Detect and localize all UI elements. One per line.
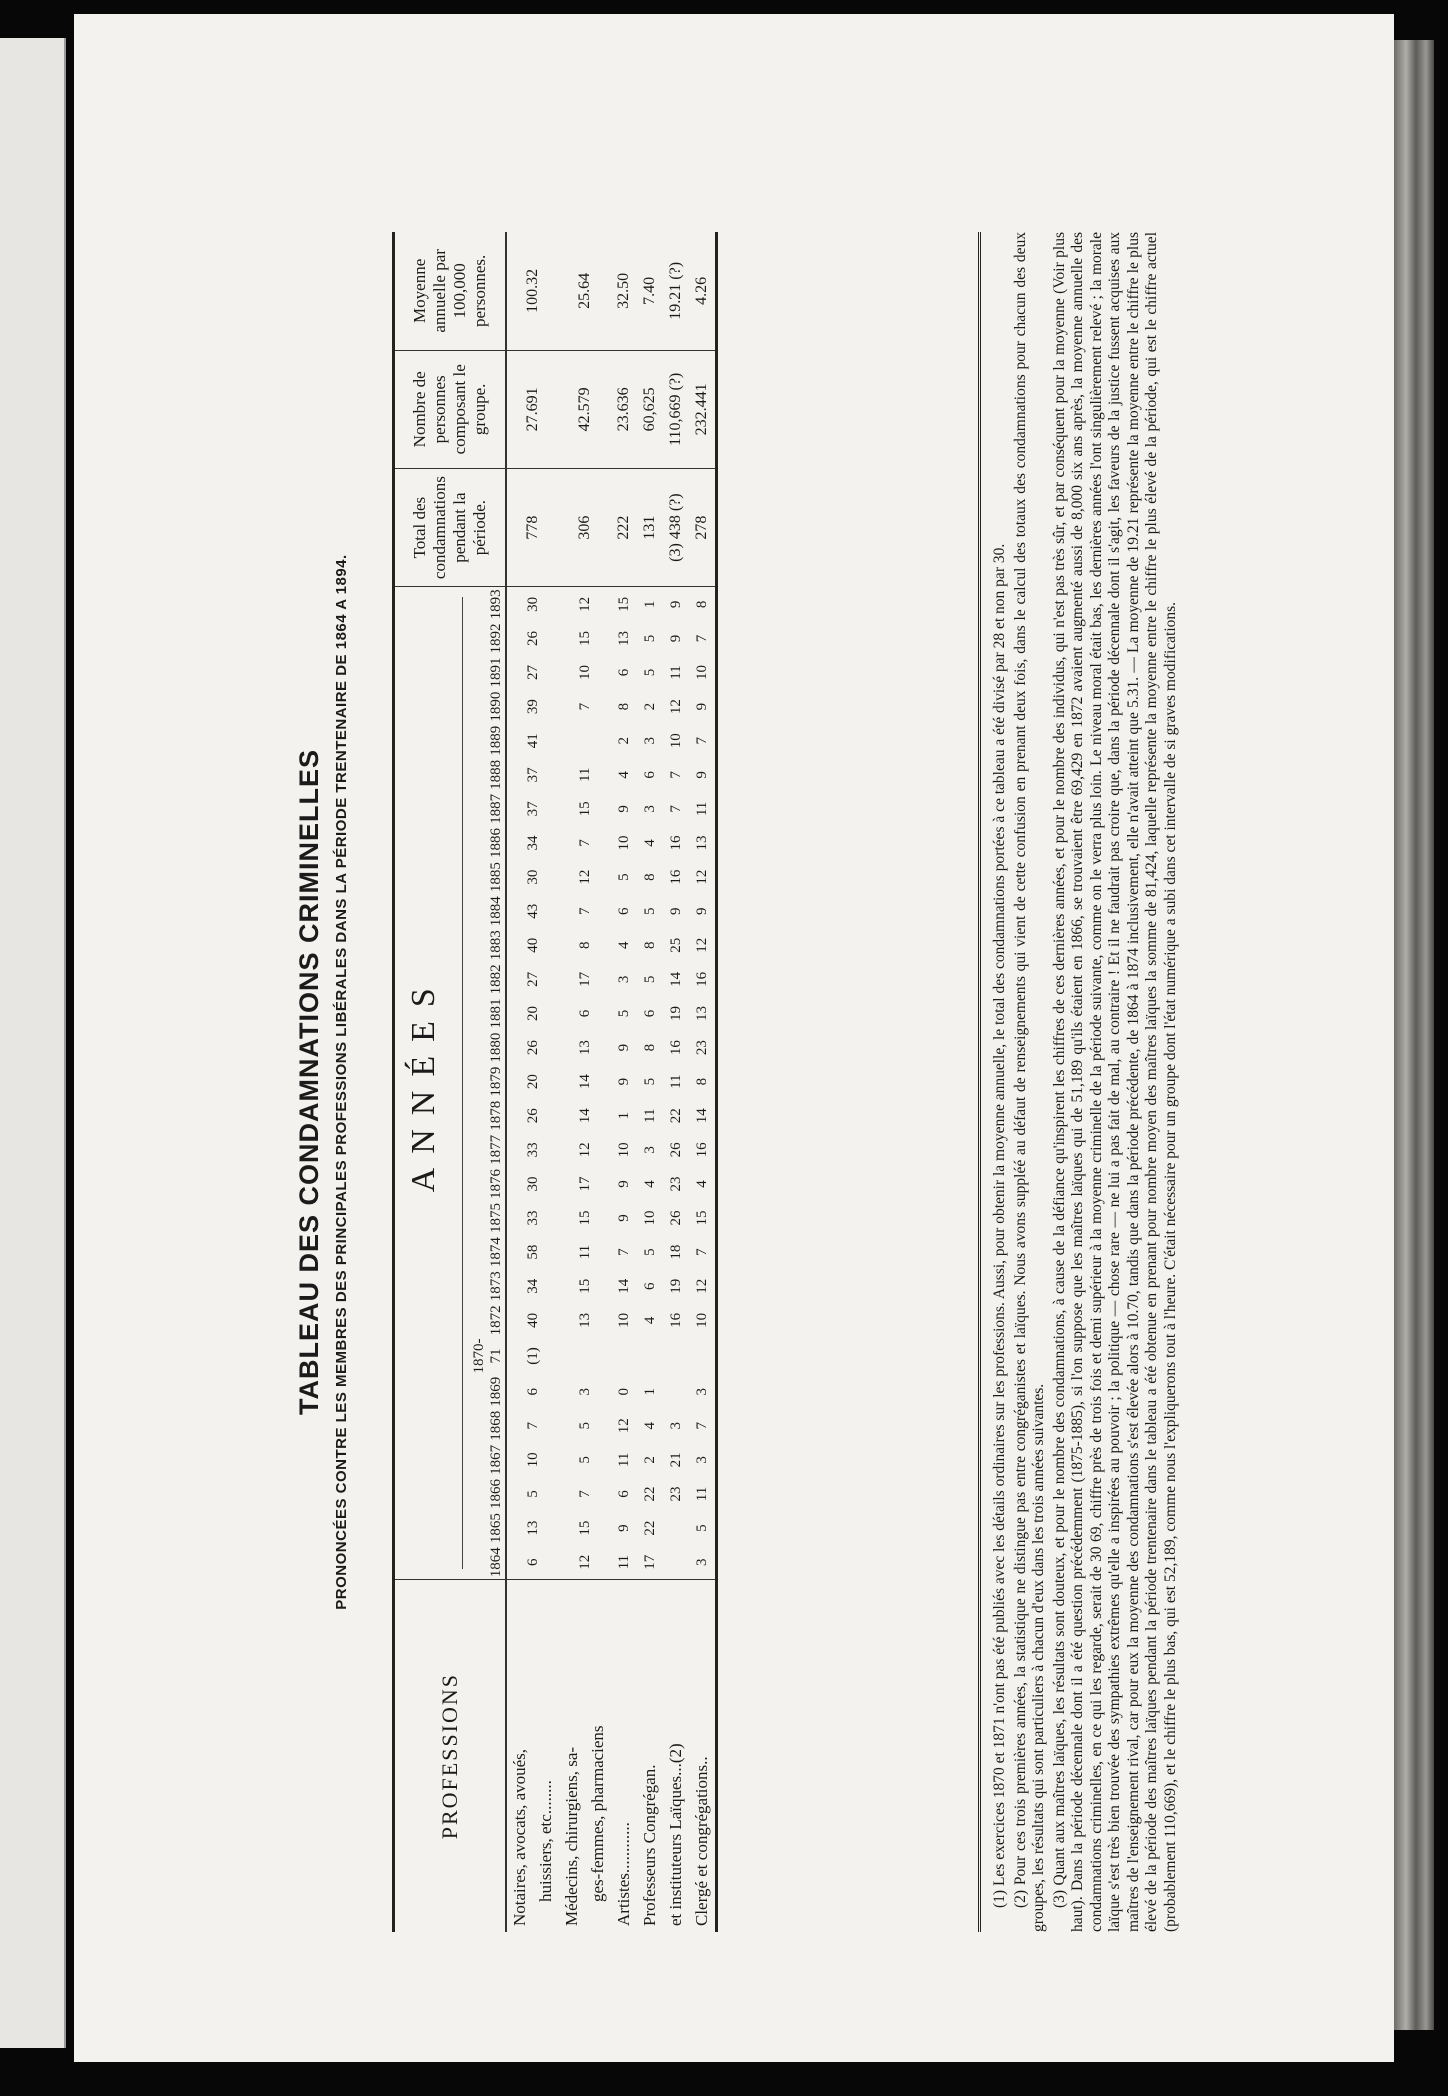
year-value-cell: 26 xyxy=(524,1040,541,1056)
year-value-cell: 33 xyxy=(524,1142,541,1158)
table-row xyxy=(689,232,717,1932)
year-value-cell: 6 xyxy=(615,1490,632,1498)
moyenne-cell: 25.64 xyxy=(559,232,611,350)
year-value-cell: 4 xyxy=(641,1180,658,1188)
year-value-cell: 27 xyxy=(524,971,541,987)
year-value-cell: 6 xyxy=(641,771,658,779)
year-header-cell: 1868 xyxy=(471,1409,506,1443)
year-header-cell: 1875 xyxy=(471,1201,506,1235)
year-header-cell: 1888 xyxy=(471,758,506,792)
statistics-table-wrapper xyxy=(392,232,718,1932)
table-row xyxy=(637,232,663,1932)
year-value-cell: 16 xyxy=(689,1133,717,1167)
year-header-cell: 1873 xyxy=(471,1269,506,1303)
year-value-cell: 23 xyxy=(667,1176,684,1192)
year-value-cell: 9 xyxy=(615,1077,632,1086)
year-value-cell: 30 xyxy=(524,1176,541,1192)
year-value-cell: 5 xyxy=(641,1077,658,1086)
year-value-cell: 14 xyxy=(576,1074,593,1090)
year-value-cell: 58 xyxy=(524,1244,541,1260)
year-value-cell: 3 xyxy=(576,1387,593,1396)
year-value-cell: 1 xyxy=(641,600,658,609)
title-block xyxy=(294,202,350,1962)
year-value-cell: 3 xyxy=(689,1443,717,1477)
moyenne-cell: 32.50 xyxy=(611,232,637,350)
profession-label xyxy=(559,1580,611,1932)
profession-label-line: ges-femmes, pharmaciens xyxy=(588,1725,607,1902)
year-value-cell: 11 xyxy=(576,767,593,783)
year-header-cell: 1876 xyxy=(471,1167,506,1201)
year-value-cell: 5 xyxy=(524,1490,541,1498)
year-value-cell: 13 xyxy=(524,1520,541,1536)
year-header-cell: 1881 xyxy=(471,996,506,1030)
year-value-cell: 7 xyxy=(615,1248,632,1256)
year-value-cell xyxy=(663,1511,689,1545)
year-value-cell: 4 xyxy=(641,839,658,847)
year-header-cell: 1870-71 xyxy=(471,1338,504,1374)
year-value-cell: 40 xyxy=(524,1312,541,1328)
year-value-cell: 13 xyxy=(689,996,717,1030)
year-value-cell: 5 xyxy=(576,1422,593,1430)
year-value-cell: 4 xyxy=(641,1316,658,1325)
year-value-cell: 33 xyxy=(524,1210,541,1226)
total-cell: (3) 438 (?) xyxy=(663,468,689,586)
profession-label-line: Clergé et congrégations.. xyxy=(692,1756,711,1926)
year-value-cell: 16 xyxy=(689,962,717,996)
year-value-cell xyxy=(637,1337,663,1374)
year-value-cell: 27 xyxy=(524,665,541,681)
year-value-cell: 10 xyxy=(576,665,593,681)
year-header-cell: 1878 xyxy=(471,1099,506,1133)
year-header-cell: 1880 xyxy=(471,1031,506,1065)
year-value-cell: 6 xyxy=(615,668,632,677)
year-value-cell: 17 xyxy=(576,971,593,987)
year-value-cell: 3 xyxy=(615,975,632,984)
year-value-cell: 7 xyxy=(689,1235,717,1269)
year-header-cell: 1867 xyxy=(471,1443,506,1477)
professions-header: PROFESSIONS xyxy=(394,1580,507,1932)
year-value-cell: 34 xyxy=(524,1278,541,1294)
year-value-cell: 7 xyxy=(667,771,684,779)
total-cell: 778 xyxy=(506,468,559,586)
year-value-cell: 3 xyxy=(641,1146,658,1154)
profession-label xyxy=(611,1580,637,1932)
table-row xyxy=(506,232,559,1932)
year-value-cell: 13 xyxy=(576,1312,593,1328)
year-value-cell xyxy=(663,1337,689,1374)
year-value-cell: 7 xyxy=(689,1409,717,1443)
year-value-cell: 26 xyxy=(524,1108,541,1124)
year-value-cell: 9 xyxy=(689,690,717,724)
year-value-cell: 15 xyxy=(689,1201,717,1235)
year-value-cell: 1 xyxy=(641,1387,658,1396)
year-header-cell: 1892 xyxy=(471,621,506,655)
year-header-cell: 1865 xyxy=(471,1511,506,1545)
year-value-cell: 5 xyxy=(641,975,658,984)
year-value-cell: (1) xyxy=(524,1347,541,1365)
year-header-cell: 1884 xyxy=(471,894,506,928)
year-value-cell: 8 xyxy=(641,941,658,950)
table-row xyxy=(559,232,611,1932)
table-row xyxy=(611,232,637,1932)
year-value-cell: 10 xyxy=(641,1210,658,1226)
year-value-cell: 7 xyxy=(667,805,684,813)
year-value-cell: 9 xyxy=(615,1043,632,1052)
year-value-cell: 8 xyxy=(641,873,658,881)
year-value-cell: 13 xyxy=(689,826,717,860)
year-value-cell: 23 xyxy=(667,1486,684,1502)
year-value-cell: 12 xyxy=(689,1269,717,1303)
moyenne-cell: 7.40 xyxy=(637,232,663,350)
year-value-cell: 4 xyxy=(689,1167,717,1201)
nombre-cell: 110,669 (?) xyxy=(663,350,689,468)
year-value-cell: 7 xyxy=(576,907,593,915)
year-value-cell xyxy=(559,724,611,758)
year-value-cell: 10 xyxy=(689,1303,717,1337)
rotated-content xyxy=(284,202,1264,1962)
year-value-cell: 39 xyxy=(524,699,541,715)
year-value-cell: 14 xyxy=(576,1108,593,1124)
year-value-cell: 9 xyxy=(615,1180,632,1188)
year-value-cell: 8 xyxy=(615,702,632,711)
year-value-cell: 9 xyxy=(667,634,684,643)
year-value-cell: 5 xyxy=(576,1456,593,1464)
year-value-cell: 3 xyxy=(641,736,658,745)
group-size-header: Nombre de personnes composant le groupe. xyxy=(394,350,507,468)
nombre-cell: 42.579 xyxy=(559,350,611,468)
table-body xyxy=(506,232,717,1932)
footnote-3: (3) Quant aux maîtres laïques, les résultats sont douteux, et pour le nombre des condamnations, à cause de la défiance qu'inspirent les chiffres de ces dernières années, et pour le nombre des individus, qui n'est pas très sûr, et par conséquent pour la moyenne (Voir plus haut). Dans la période décennale dont il a été question précédemment (1875-1885), si l'on suppose que les maîtres laïques qui de 51,189 qu'ils étaient en 1866, se trouvaient être 69,429 en 1872 avaient augmenté aussi de 8,000 six ans après, la moyenne annuelle des condamnations criminelles, en ce qui les regarde, serait de 30 69, chiffre près de trois fois et demi supérieur à la moyenne criminelle de la période suivante, comme on le verra plus loin. Le niveau moral était bas, les dernières années l'ont singulièrement relevé ; la morale laïque s'est très bien trouvée des sympathies extrêmes qu'elle a inspirées au pouvoir ; la politique — chose rare — ne lui a pas fait de mal, au contraire ! Et il ne faudrait pas croire que, dans la période décennale dont il s'agit, les faveurs de la justice fussent acquises aux maîtres de l'enseignement rival, car pour eux la moyenne des condamnations s'est élevée alors à 10.70, tandis que dans la période précédente, de 1864 à 1874 inclusivement, elle n'avait atteint que 5.31. — La moyenne de 19.21 représente la moyenne entre le chiffre le plus élevé de la période des maîtres laïques pendant la période trentenaire dans le tableau a été obtenue en prenant pour nombre moyen des maîtres laïques la somme de 81,424, laquelle représente la moyenne entre le chiffre le plus élevé de la période, qui est le chiffre actuel (probablement 110,669), et le chiffre le plus bas, qui est 52,189, comme nous l'expliquerons tout à l'heure. C'était nécessaire pour un groupe dont l'état numérique a subi dans cet intervalle de si graves modifications. xyxy=(1050,232,1179,1932)
year-value-cell: 7 xyxy=(524,1422,541,1430)
nombre-cell: 23.636 xyxy=(611,350,637,468)
year-value-cell: 26 xyxy=(524,630,541,646)
year-value-cell: 10 xyxy=(667,733,684,749)
year-value-cell: 43 xyxy=(524,903,541,919)
year-header-cell: 1887 xyxy=(471,792,506,826)
year-value-cell: 34 xyxy=(524,835,541,851)
footnotes xyxy=(978,232,1182,1932)
year-value-cell: 3 xyxy=(689,1375,717,1409)
year-value-cell: 9 xyxy=(689,758,717,792)
year-value-cell: 17 xyxy=(576,1176,593,1192)
year-value-cell: 19 xyxy=(667,1278,684,1294)
year-header-cell: 1886 xyxy=(471,826,506,860)
year-value-cell: 21 xyxy=(667,1452,684,1468)
profession-label xyxy=(637,1580,663,1932)
year-value-cell: 12 xyxy=(576,869,593,885)
left-page-edge xyxy=(0,38,66,2048)
moyenne-cell: 4.26 xyxy=(689,232,717,350)
year-value-cell: 6 xyxy=(524,1387,541,1396)
profession-label xyxy=(663,1580,689,1932)
profession-label-line: Professeurs Congrégan. xyxy=(640,1764,659,1926)
page-title: TABLEAU DES CONDAMNATIONS CRIMINELLES xyxy=(294,749,324,1415)
year-value-cell: 26 xyxy=(667,1210,684,1226)
year-value-cell: 1 xyxy=(615,1112,632,1120)
year-value-cell: 14 xyxy=(689,1099,717,1133)
year-value-cell: 12 xyxy=(576,596,593,612)
year-value-cell: 7 xyxy=(689,621,717,655)
year-value-cell: 8 xyxy=(689,587,717,622)
year-value-cell: 10 xyxy=(615,1312,632,1328)
year-header-cell: 1879 xyxy=(471,1065,506,1099)
table-row xyxy=(663,232,689,1932)
year-value-cell: 16 xyxy=(667,869,684,885)
year-value-cell: 12 xyxy=(689,928,717,962)
year-value-cell: 20 xyxy=(524,1005,541,1021)
year-value-cell: 7 xyxy=(576,839,593,847)
year-value-cell: 3 xyxy=(689,1545,717,1580)
year-value-cell: 14 xyxy=(667,971,684,987)
year-value-cell: 12 xyxy=(689,860,717,894)
year-header-cell: 1893 xyxy=(471,587,506,622)
year-value-cell: 14 xyxy=(615,1278,632,1294)
year-value-cell: 25 xyxy=(667,937,684,953)
year-value-cell: 13 xyxy=(576,1040,593,1056)
year-value-cell: 5 xyxy=(641,668,658,677)
year-value-cell: 11 xyxy=(641,1108,658,1123)
year-value-cell: 9 xyxy=(615,1214,632,1222)
year-value-cell: 5 xyxy=(615,1009,632,1018)
year-value-cell: 6 xyxy=(576,1009,593,1018)
year-value-cell: 8 xyxy=(641,1043,658,1052)
year-value-cell: 4 xyxy=(615,941,632,950)
year-value-cell: 18 xyxy=(667,1244,684,1260)
year-value-cell: 10 xyxy=(524,1452,541,1468)
document-page xyxy=(74,14,1394,2062)
year-value-cell: 23 xyxy=(689,1031,717,1065)
footnote-2: (2) Pour ces trois premières années, la statistique ne distingue pas entre congréganistes et laïques. Nous avons suppléé au défaut de renseignements qui vient de cette confusion en prenant deux fois, dans le calcul des totaux des condamnations pour chacun des deux groupes, les résultats qui sont particuliers à chacun d'eux dans les trois années suivantes. xyxy=(1011,232,1047,1932)
year-value-cell: 9 xyxy=(667,600,684,609)
year-header-cell: 1891 xyxy=(471,655,506,689)
year-value-cell: 26 xyxy=(667,1142,684,1158)
year-value-cell: 15 xyxy=(615,596,632,612)
year-value-cell: 11 xyxy=(667,665,684,680)
year-value-cell: 16 xyxy=(667,835,684,851)
profession-label-line: Notaires, avocats, avoués, xyxy=(510,1748,529,1926)
year-value-cell: 17 xyxy=(641,1554,658,1570)
year-value-cell: 11 xyxy=(689,792,717,826)
year-header-cell: 1882 xyxy=(471,962,506,996)
nombre-cell: 60,625 xyxy=(637,350,663,468)
year-header-cell: 1866 xyxy=(471,1477,506,1511)
year-value-cell: 0 xyxy=(615,1387,632,1396)
year-value-cell xyxy=(559,1337,611,1374)
year-value-cell: 12 xyxy=(615,1418,632,1434)
year-value-cell: 9 xyxy=(689,894,717,928)
year-value-cell: 7 xyxy=(576,1490,593,1498)
year-value-cell: 30 xyxy=(524,596,541,612)
year-value-cell: 12 xyxy=(576,1142,593,1158)
year-value-cell: 11 xyxy=(615,1554,632,1570)
year-value-cell: 10 xyxy=(615,1142,632,1158)
profession-label xyxy=(506,1580,559,1932)
year-value-cell: 4 xyxy=(641,1422,658,1430)
year-header-cell: 1872 xyxy=(471,1303,506,1337)
year-value-cell: 15 xyxy=(576,1278,593,1294)
year-value-cell: 15 xyxy=(576,801,593,817)
nombre-cell: 27.691 xyxy=(506,350,559,468)
year-value-cell: 3 xyxy=(667,1422,684,1430)
year-value-cell: 16 xyxy=(667,1040,684,1056)
year-value-cell: 3 xyxy=(641,805,658,813)
profession-label-line: et instituteurs Laïques...(2) xyxy=(666,1743,685,1926)
year-header-cell: 1883 xyxy=(471,928,506,962)
year-value-cell: 40 xyxy=(524,937,541,953)
year-header-cell: 1890 xyxy=(471,690,506,724)
year-value-cell: 10 xyxy=(615,835,632,851)
year-value-cell: 2 xyxy=(615,736,632,745)
year-value-cell: 5 xyxy=(641,634,658,643)
year-value-cell: 15 xyxy=(576,1210,593,1226)
footnote-1: (1) Les exercices 1870 et 1871 n'ont pas été publiés avec les détails ordinaires sur les professions. Aussi, pour obtenir la moyenne annuelle, le total des condamnations portées à ce tableau a été divisé par 28 et non par 30. xyxy=(991,543,1008,1908)
year-header-cell: 1864 xyxy=(471,1545,506,1580)
year-value-cell: 5 xyxy=(689,1511,717,1545)
year-value-cell xyxy=(663,1375,689,1409)
year-header-cell: 1869 xyxy=(471,1375,506,1409)
year-header-cell: 1885 xyxy=(471,860,506,894)
total-cell: 222 xyxy=(611,468,637,586)
years-header: ANNÉES xyxy=(394,587,454,1580)
year-value-cell: 22 xyxy=(667,1108,684,1124)
profession-label-line: Médecins, chirurgiens, sa- xyxy=(562,1746,581,1926)
year-value-cell: 16 xyxy=(667,1312,684,1328)
year-header-cell: 1874 xyxy=(471,1235,506,1269)
year-value-cell: 8 xyxy=(689,1065,717,1099)
years-brace xyxy=(453,587,471,1580)
page-subtitle: PRONONCÉES CONTRE LES MEMBRES DES PRINCIPALES PROFESSIONS LIBÉRALES DANS LA PÉRIODE TRENTENAIRE DE 1864 A 1894. xyxy=(333,554,350,1610)
annual-average-header: Moyenne annuelle par 100,000 personnes. xyxy=(394,232,507,350)
year-value-cell: 6 xyxy=(641,1009,658,1018)
profession-label-line: Artistes............ xyxy=(614,1822,633,1926)
year-value-cell: 13 xyxy=(615,630,632,646)
year-value-cell xyxy=(611,1337,637,1374)
year-value-cell: 9 xyxy=(615,1524,632,1532)
year-value-cell: 41 xyxy=(524,733,541,749)
year-value-cell: 2 xyxy=(641,702,658,711)
year-value-cell xyxy=(663,1545,689,1580)
moyenne-cell: 100.32 xyxy=(506,232,559,350)
year-value-cell: 7 xyxy=(689,724,717,758)
total-cell: 278 xyxy=(689,468,717,586)
year-value-cell: 22 xyxy=(641,1520,658,1536)
profession-label-line: huissiers, etc........ xyxy=(536,1780,555,1902)
total-cell: 306 xyxy=(559,468,611,586)
year-value-cell: 11 xyxy=(576,1244,593,1260)
nombre-cell: 232.441 xyxy=(689,350,717,468)
year-value-cell: 15 xyxy=(576,630,593,646)
year-value-cell: 11 xyxy=(615,1452,632,1468)
year-value-cell: 12 xyxy=(576,1554,593,1570)
year-value-cell: 6 xyxy=(524,1558,541,1566)
year-value-cell: 7 xyxy=(576,702,593,711)
total-cell: 131 xyxy=(637,468,663,586)
year-value-cell: 20 xyxy=(524,1074,541,1090)
year-value-cell: 19 xyxy=(667,1005,684,1021)
year-value-cell: 30 xyxy=(524,869,541,885)
year-value-cell: 5 xyxy=(641,907,658,915)
year-value-cell: 6 xyxy=(615,907,632,915)
year-value-cell: 22 xyxy=(641,1486,658,1502)
year-value-cell: 12 xyxy=(667,699,684,715)
year-value-cell: 37 xyxy=(524,801,541,817)
year-value-cell: 9 xyxy=(615,805,632,813)
year-value-cell xyxy=(689,1337,717,1374)
year-value-cell: 15 xyxy=(576,1520,593,1536)
year-value-cell: 5 xyxy=(641,1248,658,1256)
book-edge xyxy=(1394,40,1434,2030)
year-value-cell: 11 xyxy=(689,1477,717,1511)
year-header-cell: 1877 xyxy=(471,1133,506,1167)
moyenne-cell: 19.21 (?) xyxy=(663,232,689,350)
statistics-table xyxy=(392,232,718,1932)
year-value-cell: 9 xyxy=(667,907,684,915)
profession-label xyxy=(689,1580,717,1932)
year-value-cell: 6 xyxy=(641,1282,658,1290)
year-header-cell: 1889 xyxy=(471,724,506,758)
year-value-cell: 4 xyxy=(615,771,632,779)
year-value-cell: 2 xyxy=(641,1456,658,1464)
year-value-cell: 8 xyxy=(576,941,593,950)
year-value-cell: 5 xyxy=(615,873,632,881)
year-value-cell: 11 xyxy=(667,1074,684,1089)
year-value-cell: 37 xyxy=(524,767,541,783)
total-header: Total des condamnations pendant la période. xyxy=(394,468,507,586)
year-value-cell: 10 xyxy=(689,655,717,689)
